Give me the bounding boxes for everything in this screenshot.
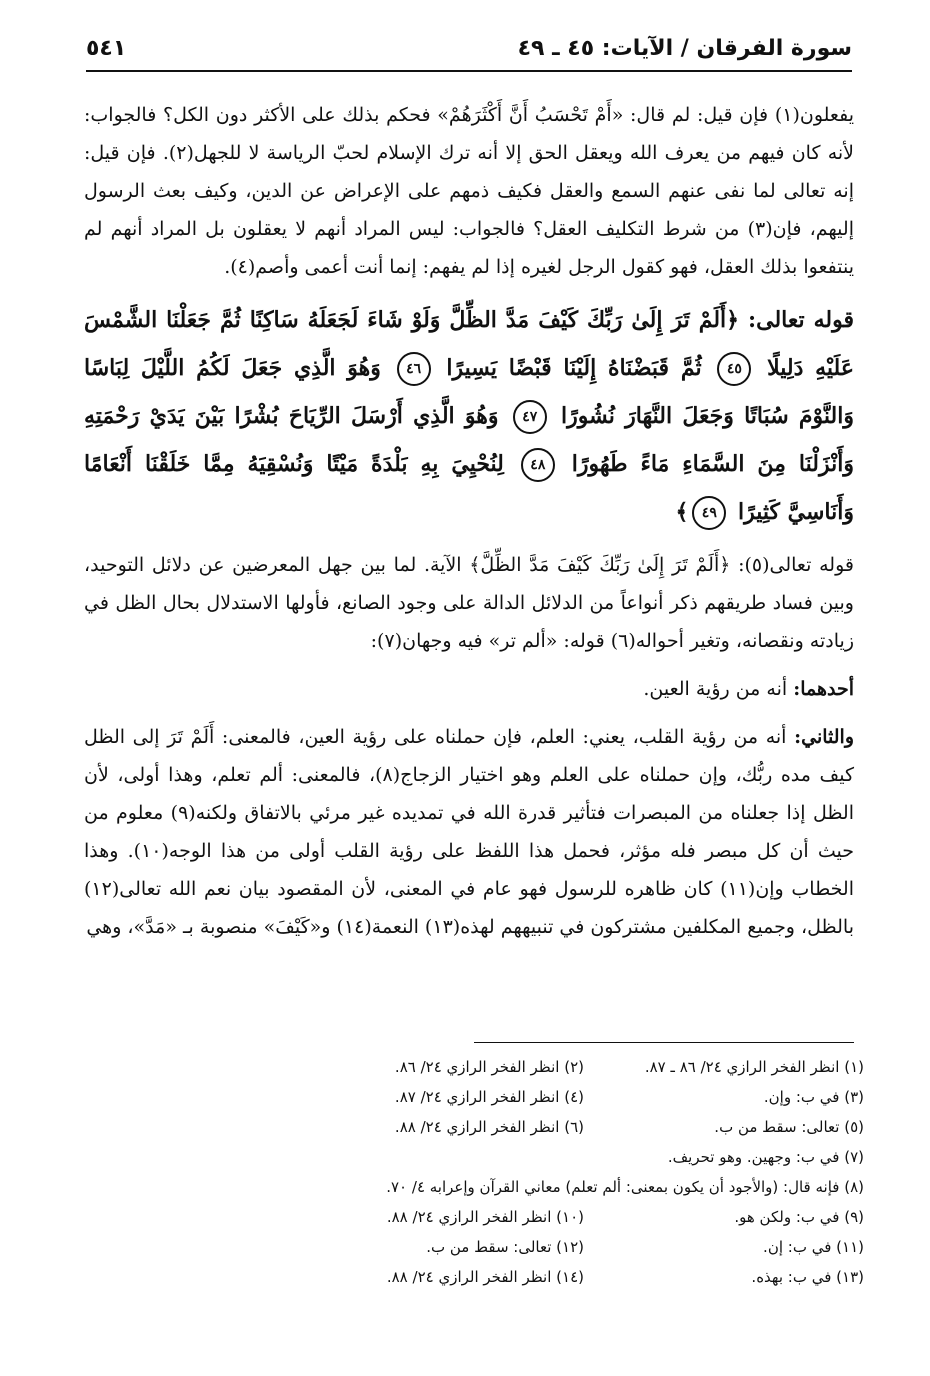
footnote: (٨) فإنه قال: (والأجود أن يكون بمعنى: ألم تعلم) معاني القرآن وإعرابه ٤/ ٧٠. xyxy=(386,1178,864,1196)
footnote-row xyxy=(84,1082,864,1112)
verse-close: ﴾ xyxy=(675,499,689,525)
footnote-row xyxy=(84,1052,864,1082)
verse-part-2: ثُمَّ قَبَضْنَاهُ إِلَيْنَا قَبْضًا يَسِيرًا xyxy=(446,355,702,381)
footnote: (٩) في ب: ولكن هو. xyxy=(734,1208,864,1226)
paragraph-1: يفعلون(١) فإن قيل: لم قال: «أَمْ تَحْسَبُ أَنَّ أَكْثَرَهُمْ» فحكم بذلك على الأكثر دون الكل؟ فالجواب: لأنه كان فيهم من يعرف الله ويعقل الحق إلا أنه ترك الإسلام لحبّ الرياسة لا للجهل(٢). فإن قيل: إنه تعالى لما نفى عنهم السمع والعقل فكيف ذمهم على الإعراض عن الدين، وكيف بعث الرسول إليهم، فإن(٣) من شرط التكليف العقل؟ فالجواب: ليس المراد أنهم لا يعقلون بل المراد أنهم لم ينتفعوا بذلك العقل، فهو كقول الرجل لغيره إذا لم يفهم: إنما أنت أعمى وأصم(٤). xyxy=(84,104,854,278)
paragraph-3 xyxy=(84,670,854,708)
footnote-row xyxy=(84,1172,864,1202)
footnote-row xyxy=(84,1142,864,1172)
paragraph-3-text: أنه من رؤية العين. xyxy=(643,678,794,700)
verse-part-3: وَهُوَ الَّذِي جَعَلَ لَكُمُ اللَّيْلَ لِبَاسًا وَالنَّوْمَ سُبَاتًا وَجَعَلَ النَّهَارَ نُشُورًا xyxy=(84,355,854,429)
footnote: (١) انظر الفخر الرازي ٢٤/ ٨٦ ـ ٨٧. xyxy=(644,1058,864,1076)
paragraph-4-text: أنه من رؤية القلب، يعني: العلم، فإن حملناه على رؤية العين، فالمعنى: أَلَمْ تَرَ إلى الظل كيف مده ربُّك، وإن حملناه على العلم وهو اختيار الزجاج(٨)، فالمعنى: ألم تعلم، وهذا أولى، لأن الظل إذا جعلناه من المبصرات فتأثير قدرة الله في تمديده غير مرئي بالاتفاق ولكنه(٩) معلوم من حيث أن كل مبصر فله مؤثر، فحمل هذا اللفظ على رؤية القلب أولى من هذا الوجه(١٠). وهذا الخطاب وإن(١١) كان ظاهره للرسول فهو عام في المعنى، لأن المقصود بيان نعم الله تعالى(١٢) بالظل، وجميع المكلفين مشتركون في تنبيههم لهذه(١٣) النعمة(١٤) و«كَيْفَ» منصوبة بـ «مَدَّ»، وهي xyxy=(84,726,854,938)
footnote: (١٠) انظر الفخر الرازي ٢٤/ ٨٨. xyxy=(386,1208,584,1226)
footnote: (٢) انظر الفخر الرازي ٢٤/ ٨٦. xyxy=(394,1058,584,1076)
running-title: سورة الفرقان / الآيات: ٤٥ ـ ٤٩ xyxy=(517,36,852,61)
footnote-row xyxy=(84,1262,864,1292)
verse-part-1: أَلَمْ تَرَ إِلَىٰ رَبِّكَ كَيْفَ مَدَّ الظِّلَّ وَلَوْ شَاءَ لَجَعَلَهُ سَاكِنًا ثُمَّ جَعَلْنَا الشَّمْسَ عَلَيْهِ دَلِيلًا xyxy=(84,307,854,381)
footnote-row xyxy=(84,1202,864,1232)
ayah-number-45: ٤٥ xyxy=(717,352,751,386)
footnote: (٣) في ب: وإن. xyxy=(763,1088,864,1106)
page-header xyxy=(86,30,852,72)
main-text xyxy=(84,96,854,956)
footnote-row xyxy=(84,1232,864,1262)
verse-intro: قوله تعالى: ﴿ xyxy=(726,307,854,333)
ayah-number-46: ٤٦ xyxy=(397,352,431,386)
footnote: (١٣) في ب: بهذه. xyxy=(751,1268,864,1286)
footnote: (١٤) انظر الفخر الرازي ٢٤/ ٨٨. xyxy=(386,1268,584,1286)
ayah-number-47: ٤٧ xyxy=(513,400,547,434)
footnote-rule xyxy=(474,1042,854,1043)
footnotes xyxy=(84,1052,864,1292)
footnote: (١١) في ب: إن. xyxy=(763,1238,864,1256)
ayah-number-48: ٤٨ xyxy=(521,448,555,482)
paragraph-4 xyxy=(84,718,854,946)
verse-part-5: لِنُحْيِيَ بِهِ بَلْدَةً مَيْتًا وَنُسْقِيَهُ مِمَّا خَلَقْنَا أَنْعَامًا وَأَنَاسِيَّ كَثِيرًا xyxy=(84,451,854,525)
footnote: (٧) في ب: وجهين. وهو تحريف. xyxy=(667,1148,864,1166)
paragraph-4-label: والثاني: xyxy=(794,726,854,748)
paragraph-2: قوله تعالى(٥): ﴿أَلَمْ تَرَ إِلَىٰ رَبِّكَ كَيْفَ مَدَّ الظِّلَّ﴾ الآية. لما بين جهل المعرضين عن دلائل التوحيد، وبين فساد طريقهم ذكر أنواعاً من الدلائل الدالة على وجود الصانع، فأولها الاستدلال بحال الظل في زيادته ونقصانه، وتغير أحواله(٦) قوله: «ألم تر» فيه وجهان(٧): xyxy=(84,554,854,652)
footnote-row xyxy=(84,1112,864,1142)
quran-verse-block xyxy=(84,296,854,536)
verse-part-4: وَهُوَ الَّذِي أَرْسَلَ الرِّيَاحَ بُشْرًا بَيْنَ يَدَيْ رَحْمَتِهِ وَأَنْزَلْنَا مِنَ السَّمَاءِ مَاءً طَهُورًا xyxy=(84,403,854,477)
ayah-number-49: ٤٩ xyxy=(692,496,726,530)
footnote: (١٢) تعالى: سقط من ب. xyxy=(426,1238,584,1256)
page-number: ٥٤١ xyxy=(86,36,127,61)
footnote: (٥) تعالى: سقط من ب. xyxy=(714,1118,864,1136)
footnote: (٦) انظر الفخر الرازي ٢٤/ ٨٨. xyxy=(394,1118,584,1136)
paragraph-3-label: أحدهما: xyxy=(793,678,854,700)
footnote: (٤) انظر الفخر الرازي ٢٤/ ٨٧. xyxy=(394,1088,584,1106)
header-rule xyxy=(86,70,852,72)
